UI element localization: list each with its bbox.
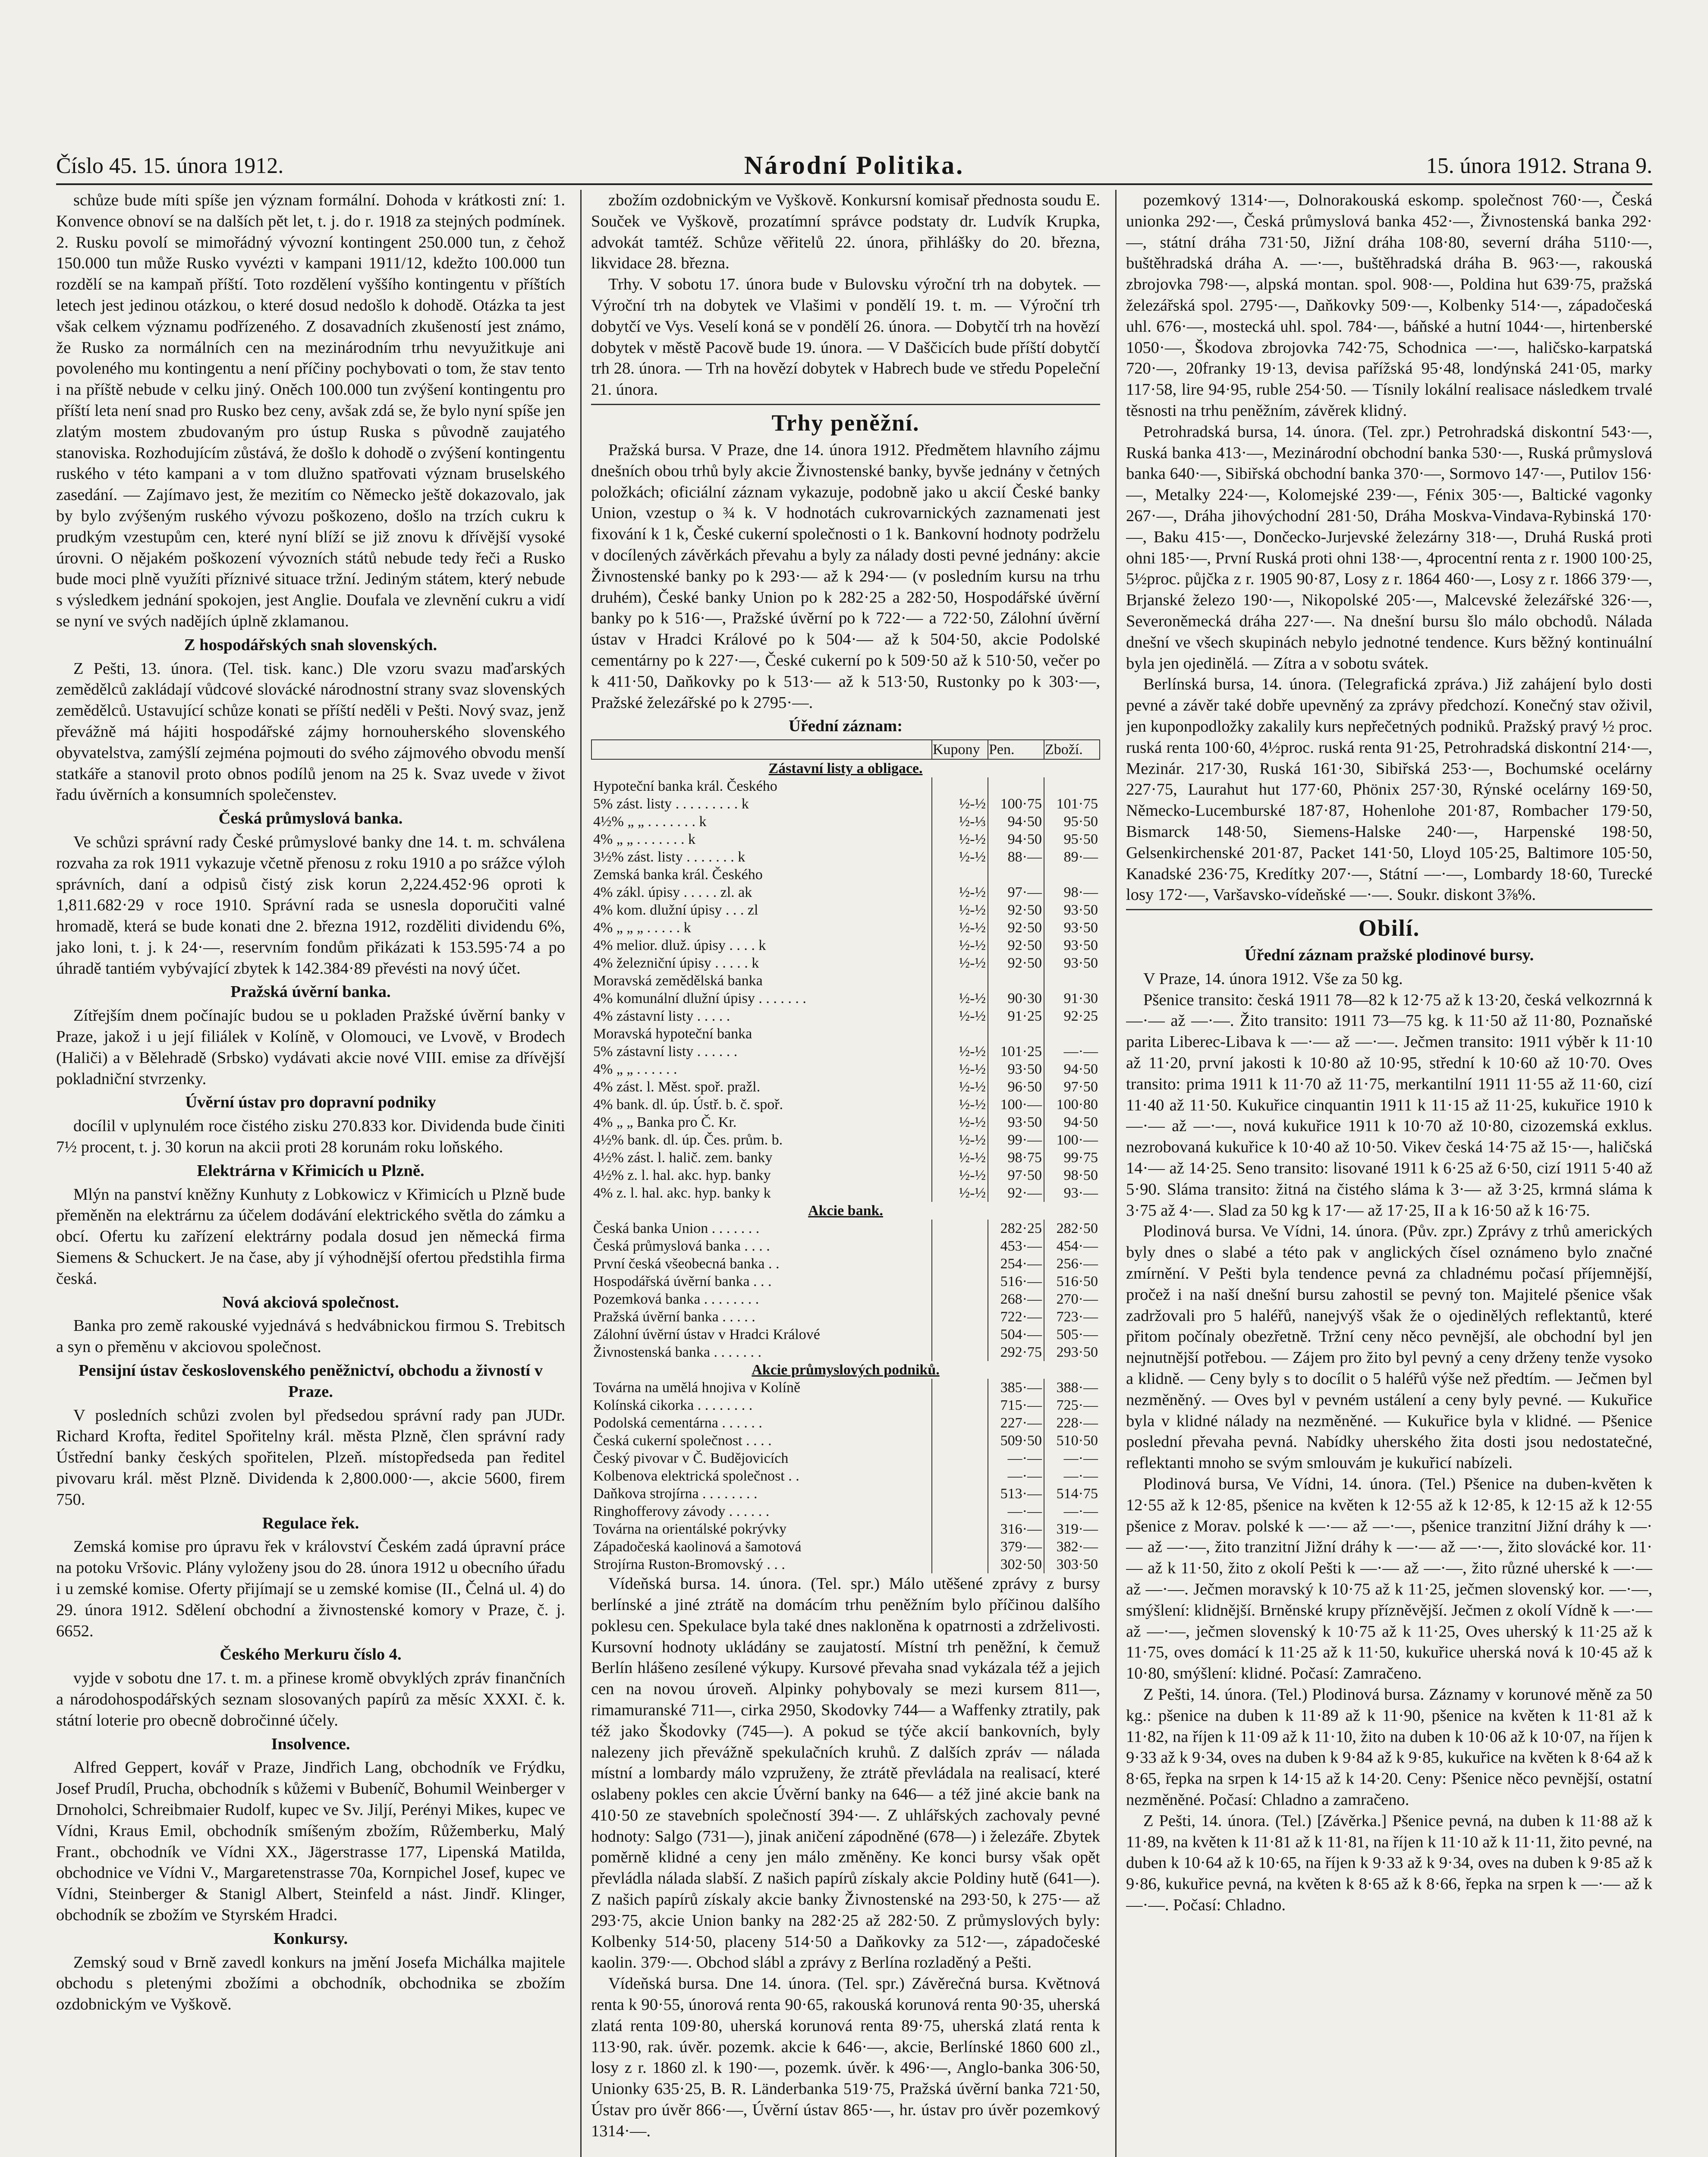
table-cell: 715·— bbox=[988, 1396, 1044, 1414]
table-cell: 92·50 bbox=[988, 901, 1044, 919]
article-heading: Pražská úvěrní banka. bbox=[230, 983, 391, 1001]
table-cell: 100·80 bbox=[1044, 1096, 1100, 1113]
article-text: Berlínská bursa, 14. února. (Telegrafická zpráva.) Již zahájení bylo dosti pevné a závěr také dobře upevněný za zprávy předchozí. Konečný stav oživil, jen kuponpodložky zakalily kurs nepřečetných podniků. Pražský pravý ½ proc. ruská renta 100·60, 4½proc. ruská renta 91·25, Petrohradská diskontní 214·—, Mezinár. 217·30, Ruská 161·30, Sibiřská 253·—, Bochumské ocelárny 227·75, Laurahut hut 177·60, Phönix 257·30, Rýnské ocelárny 169·50, Německo-Lucemburské 187·87, Hohenlohe 201·87, Rombacher 179·50, Bismarck 148·50, Siemens-Halske 240·—, Harpenské 198·50, Gelsenkirchenské 201·87, Packet 141·50, Lloyd 105·25, Baltimore 105·50, Kanadské 236·75, Kredítky 207·—, Státní —·—, Lombardy 18·60, Turecké losy 172·—, Varšavsko-vídeňské —·—. Soukr. diskont 3⅞%. bbox=[1126, 675, 1652, 904]
table-cell: 454·— bbox=[1044, 1237, 1100, 1255]
table-cell: ½-½ bbox=[932, 1096, 988, 1113]
table-cell: 509·50 bbox=[988, 1432, 1044, 1450]
table-cell: Kolínská cikorka . . . . . . . . bbox=[593, 1397, 753, 1414]
table-cell bbox=[932, 1485, 988, 1503]
table-row bbox=[591, 1237, 1100, 1255]
table-cell bbox=[932, 1503, 988, 1520]
table-cell: Kolbenova elektrická společnost . . bbox=[593, 1468, 799, 1484]
table-row bbox=[591, 1520, 1100, 1538]
table-cell bbox=[932, 1025, 988, 1043]
article-text: Pražská bursa. V Praze, dne 14. února 1912. Předmětem hlavního zájmu dnešních obou trhů byly akcie Živnostenské banky, byvše jednány v četných položkách; oficiální záznam vykazuje, podobně jako u akcií České banky Union, vzestup o ¾ k. V hodnotách cukrovarnických zaznamenati jest fixování k 1 k, České cukerní společnosti o 1 k. Bankovní hodnoty podrželu v docílených závěrkách převahu a byly za nálady dosti pevné jednány: akcie Živnostenské banky po k 293·— až k 294·— (v posledním kursu na trhu druhém), České banky Union po k 282·25 a 282·50, Hospodářské úvěrní banky po k 516·—, Pražské úvěrní po k 722·— a 722·50, Zálohní úvěrní ústav v Hradci Králové po k 504·— až k 504·50, akcie Podolské cementárny po k 227·—, České cukerní po k 509·50 až k 510·50, večer po k 411·50, Daňkovky po k 513·— až k 513·50, Rustonky po k 303·—, Pražské železářské po k 2795·—. bbox=[591, 440, 1100, 712]
table-cell: 92·— bbox=[988, 1184, 1044, 1202]
table-cell: —·— bbox=[988, 1450, 1044, 1467]
article-heading: Česká průmyslová banka. bbox=[218, 809, 403, 828]
table-cell bbox=[988, 972, 1044, 990]
table-cell bbox=[932, 1379, 988, 1396]
table-cell: 4% melior. dluž. úpisy . . . . k bbox=[593, 937, 766, 954]
table-cell: 97·50 bbox=[1044, 1078, 1100, 1096]
table-section-heading bbox=[591, 759, 1100, 777]
table-cell: 4½% zást. l. halič. zem. banky bbox=[593, 1150, 773, 1166]
section-label: Akcie průmyslových podniků. bbox=[752, 1362, 940, 1378]
article-text: Z Pešti, 14. února. (Tel.) [Závěrka.] Pšenice pevná, na duben k 11·88 až k 11·89, na květen k 11·81 až k 11·81, na říjen k 11·10 až k 11·11, žito pevné, na duben k 10·64 až k 10·65, na říjen k 9·33 až k 9·34, oves na duben k 9·85 až k 9·86, kukuřice pevná, na květen k 8·65 až k 8·66, řepka na srpen k —·— až k —·—. Počasí: Chladno. bbox=[1126, 1811, 1652, 1914]
table-cell: 270·— bbox=[1044, 1290, 1100, 1308]
section-divider bbox=[1126, 909, 1652, 910]
table-cell: ½-½ bbox=[932, 919, 988, 937]
table-cell: Moravská zemědělská banka bbox=[593, 973, 763, 989]
table-cell bbox=[1044, 866, 1100, 884]
table-cell: 4% zást. l. Měst. spoř. pražl. bbox=[593, 1079, 761, 1095]
table-cell bbox=[932, 1290, 988, 1308]
table-cell: 5% zást. listy . . . . . . . . . k bbox=[593, 796, 749, 812]
table-cell: 722·— bbox=[988, 1308, 1044, 1326]
table-cell: Pražská úvěrní banka . . . . . bbox=[593, 1309, 755, 1325]
table-cell: 5% zástavní listy . . . . . . bbox=[593, 1044, 738, 1060]
table-row bbox=[591, 1396, 1100, 1414]
table-cell: Zálohní úvěrní ústav v Hradci Králové bbox=[593, 1327, 820, 1343]
article-heading: Konkursy. bbox=[273, 1929, 348, 1948]
table-cell bbox=[932, 1556, 988, 1573]
article-heading: Českého Merkuru číslo 4. bbox=[220, 1645, 402, 1664]
table-cell: ½-½ bbox=[932, 990, 988, 1007]
table-cell: 97·50 bbox=[988, 1167, 1044, 1184]
table-cell: 92·50 bbox=[988, 919, 1044, 937]
table-cell: První česká všeobecná banka . . bbox=[593, 1256, 780, 1272]
table-cell: ½-½ bbox=[932, 884, 988, 901]
table-cell bbox=[932, 777, 988, 795]
table-cell: 453·— bbox=[988, 1237, 1044, 1255]
article-text: schůze bude míti spíše jen význam formální. Dohoda v krátkosti zní: 1. Konvence obnoví se na dalších pět let, t. j. do r. 1918 za stejných podmínek. 2. Rusku povolí se mimořádný vývozní kontingent 250.000 tun, z čehož 150.000 tun může Rusko vyvézti v kampani 1911/12, kdežto 100.000 tun rozdělí se na kampaň příští. Toto rozdělení vyššího kontingentu v příštích letech jest jedinou otázkou, o které dosud nedošlo k dohodě. Otázka ta jest však celkem významu podřízeného. Z dosavadních zkušeností jest známo, že Rusko za normálních cen na mezinárodním trhu nevyužitkuje ani povoleného mu kontingentu a není příčiny pochybovati o tom, že stav tento i na příště nebude v celku jiný. Oněch 100.000 tun zvýšení kontingentu pro příští leta není snad pro Rusko bez ceny, avšak zdá se, že bylo nyní spíše jen zlatým mostem zbudovaným pro ústup Ruska s původně zaujatého stanoviska. Rozhodujícím zůstává, že došlo k dohodě o zvýšení kontingentu ruského v této kampani a v tom dlužno spatřovati význam bruselského zasedání. — Zajímavo jest, že mezitím co Německo ještě dokazovalo, jak by bylo zvýšeným ruského vývozu poškozeno, došlo na trzích cukru k prudkým vzestupům cen, které nyní blíží se již znovu k dřívější vysoké úrovni. O nějakém poškození vývozních států nebude tedy řeči a Rusko bude moci plně využíti příznivé situace tržní. Jediným státem, který nebude s výsledkem jednání spokojen, jest Anglie. Doufala ve zlevnění cukru a vidí se nyní ve svých nadějích úplně zklamanou. bbox=[56, 191, 565, 630]
table-cell: 302·50 bbox=[988, 1556, 1044, 1573]
table-cell: 382·— bbox=[1044, 1538, 1100, 1556]
table-cell: 92·50 bbox=[988, 954, 1044, 972]
table-cell bbox=[1044, 972, 1100, 990]
table-cell: Česká cukerní společnost . . . . bbox=[593, 1433, 772, 1449]
table-cell: 98·— bbox=[1044, 884, 1100, 901]
table-cell: 101·75 bbox=[1044, 795, 1100, 813]
column-rule bbox=[580, 190, 582, 2157]
article-text: V Praze, 14. února 1912. Vše za 50 kg. bbox=[1143, 969, 1403, 988]
table-cell: 4% „ „ . . . . . . . k bbox=[593, 831, 696, 848]
table-row bbox=[591, 1113, 1100, 1131]
table-cell: 93·50 bbox=[988, 1113, 1044, 1131]
table-cell: 95·50 bbox=[1044, 813, 1100, 830]
table-cell: 95·50 bbox=[1044, 830, 1100, 848]
table-cell: ½-½ bbox=[932, 1184, 988, 1202]
table-row bbox=[591, 1255, 1100, 1273]
table-cell: 100·— bbox=[1044, 1131, 1100, 1149]
article-heading: Z hospodářských snah slovenských. bbox=[184, 635, 437, 654]
table-cell: 303·50 bbox=[1044, 1556, 1100, 1573]
table-row bbox=[591, 795, 1100, 813]
table-cell: 505·— bbox=[1044, 1326, 1100, 1343]
table-cell: 94·50 bbox=[1044, 1113, 1100, 1131]
column-3 bbox=[1126, 190, 1652, 2157]
table-cell: 100·75 bbox=[988, 795, 1044, 813]
table-cell: Živnostenská banka . . . . . . . bbox=[593, 1344, 761, 1361]
table-row bbox=[591, 1096, 1100, 1113]
table-cell: 228·— bbox=[1044, 1414, 1100, 1432]
column-header: Pen. bbox=[988, 740, 1044, 759]
table-cell: 97·— bbox=[988, 884, 1044, 901]
table-cell bbox=[932, 972, 988, 990]
article-text: Vídeňská bursa. 14. února. (Tel. spr.) Málo utěšené zprávy z bursy berlínské a jiné ztrátě na domácím trhu peněžním bylo příčinou dalšího poklesu cen. Spekulace byla také dnes nakloněna k opatrnosti a zdrželivosti. Kursovní hodnoty ukládány se zaujatostí. Místní trh peněžní, k čemuž Berlín hlášeno zesílené výkupy. Kursové převaha snad vykázala též a jejich cen na novou úroveň. Alpinky pohybovaly se mezi kursem 811—, rimamuranské 711—, cirka 2950, Skodovky 744— a Waffenky ztratily, pak též jako Škodovky (745—). A pokud se týče akcií bankovních, byly nalezeny jich převážně spekulačních kruhů. Z dalších zpráv — nálada místní a lombardy málo vzpruženy, že ztrátě převládala na realisací, které oslabeny pokles cen akcie Úvěrní banky na 646— a též jiné akcie bank na 410·50 ze stavebních společností 394·—. Z uhlářských zachovaly pevné hodnoty: Salgo (731—), jinak aničení zápodněné (678—) i železáře. Zbytek poměrně klidné a ceny jen málo změněny. Ke konci bursy však opět převládla nálada slabší. Z našich papírů získaly akcie Poldiny hutě (641—). Z našich papírů získaly akcie banky Živnostenské na 293·50, k 275·— až 293·75, akcie Union banky na 282·25 až 282·50. Z průmyslových byly: Kolbenky 514·50, placeny 514·50 a Daňkovky za 512·—, západočeské kaolin. 379·—. Obchod slábl a zprávy z Berlína rozladěný a Pešti. bbox=[591, 1575, 1100, 1972]
article-text: zbožím ozdobnickým ve Vyškově. Konkursní komisař přednosta soudu E. Souček ve Vyškově, prozatímní správce podstaty dr. Ludvík Krupka, advokát tamtéž. Schůze věřitelů 22. února, přihlášky do 20. března, likvidace 28. března. bbox=[591, 191, 1100, 273]
table-row bbox=[591, 919, 1100, 937]
table-cell: 504·— bbox=[988, 1326, 1044, 1343]
table-row bbox=[591, 1432, 1100, 1450]
table-cell: ½-½ bbox=[932, 1167, 988, 1184]
article-text: vyjde v sobotu dne 17. t. m. a přinese kromě obvyklých zpráv finančních a národohospodářských seznam slosovaných papírů za měsíc XXXI. č. k. státní loterie pro obecně dobročinné účely. bbox=[56, 1669, 565, 1729]
article-text: Petrohradská bursa, 14. února. (Tel. zpr.) Petrohradská diskontní 543·—, Ruská banka 413·—, Mezinárodní obchodní banka 530·—, Ruská průmyslová banka 640·—, Sibiřská obchodní banka 370·—, Sormovo 147·—, Putilov 156·—, Metalky 224·—, Kolomejské 239·—, Fénix 305·—, Baltické vagonky 267·—, Dráha jihovýchodní 281·50, Dráha Moskva-Vindava-Rybinská 170·—, Baku 415·—, Dončecko-Jurjevské železárny 318·—, Druhá Ruská proti ohni 185·—, První Ruská proti ohni 138·—, 4procentní renta z r. 1900 100·25, 5½proc. půjčka z r. 1905 90·87, Losy z r. 1864 460·—, Losy z r. 1866 379·—, Brjanské železo 190·—, Nikopolské 205·—, Malcevské železářské 326·—, Severoněmecká dráha 227·—. Na dnešní bursu šlo málo obchodů. Nálada dnešní ve všech skupinách nebylo jednotné tendence. Kurs běžný kontinuální byla jen ojedinělá. — Zítra a v sobotu svátek. bbox=[1126, 422, 1652, 673]
section-heading: Trhy peněžní. bbox=[771, 409, 920, 436]
table-cell: Západočeská kaolinová a šamotová bbox=[593, 1539, 802, 1555]
table-cell: 4% „ „ . . . . . . bbox=[593, 1061, 677, 1078]
table-cell: 90·30 bbox=[988, 990, 1044, 1007]
article-text: Trhy. V sobotu 17. února bude v Bulovsku výroční trh na dobytek. — Výroční trh na dobytek ve Vlašimi v pondělí 19. t. m. — Výroční trh dobytčí ve Vys. Veselí koná se v pondělí 26. února. — Dobytčí trh na hovězí dobytek v městě Pacově bude 19. února. — V Daščicích bude příští dobytčí trh 28. února. — Trh na hovězí dobytek v Habrech bude ve středu Popeleční 21. února. bbox=[591, 275, 1100, 399]
table-row bbox=[591, 1007, 1100, 1025]
table-cell: 319·— bbox=[1044, 1520, 1100, 1538]
table-cell: ½-½ bbox=[932, 1043, 988, 1060]
table-title: Úřední záznam: bbox=[788, 717, 903, 736]
article-text: Pšenice transito: česká 1911 78—82 k 12·75 až k 13·20, česká velkozrnná k —·— až —·—. Žito transito: 1911 73—75 kg. k 11·50 až 11·80, Poznaňské parita Liberec-Libava k —·— až —·—. Ječmen transito: 1911 výběr k 11·10 až 11·20, první jakosti k 10·80 až 10·95, střední k 10·60 až 10·70. Oves transito: prima 1911 k 11·70 až 11·75, merkantilní 1911 11·55 až 11·60, cizí 11·40 až 11·50. Kukuřice cinquantin 1911 k 11·15 až 11·25, kukuřice 1910 k —·— až —·—, nová kukuřice 1911 k 10·70 až 10·80, cizozemská exklus. nezrobovaná kukuřice k 10·40 až 10·50. Vikev česká 14·75 až 15·—, haličská 14·— až 14·25. Seno transito: lisované 1911 k 6·25 až 6·50, cizí 1911 5·40 až 5·90. Sláma transito: žitná na čistého sláma k 3·— až 3·25, krmná sláma k 3·75 až 4·—. Slad za 50 kg k 17·— až 17·25, II a k 16·50 až k 16·75. bbox=[1126, 990, 1652, 1220]
table-cell: 93·50 bbox=[1044, 901, 1100, 919]
table-row bbox=[591, 1220, 1100, 1237]
table-cell: 513·— bbox=[988, 1485, 1044, 1503]
table-cell: —·— bbox=[1044, 1043, 1100, 1060]
table-cell: Zemská banka král. Českého bbox=[593, 867, 763, 883]
table-cell: 101·25 bbox=[988, 1043, 1044, 1060]
table-row bbox=[591, 1538, 1100, 1556]
table-row bbox=[591, 1167, 1100, 1184]
article-text: Ve schůzi správní rady České průmyslové banky dne 14. t. m. schválena rozvaha za rok 1911 vykazuje včetně přenosu z roku 1910 a po srážce výloh správních, daní a odpisů čistý zisk korun 2,224.452·96 oproti k 1,811.682·29 v roce 1910. Správní rada se usnesla doporučiti valné hromadě, která se bude konati dne 2. března 1912, rozděliti dividendu 6%, jako loni, t. j. k 24·—, reservním fondům přikázati k 153.595·74 a po úhradě tantiém vybývající zbytek k 142.384·89 převésti na nový účet. bbox=[56, 833, 565, 978]
table-cell: ½-½ bbox=[932, 1113, 988, 1131]
table-cell: 88·— bbox=[988, 848, 1044, 866]
table-cell: 91·25 bbox=[988, 1007, 1044, 1025]
table-cell: 514·75 bbox=[1044, 1485, 1100, 1503]
table-cell: 4% „ „ Banka pro Č. Kr. bbox=[593, 1114, 737, 1131]
article-heading: Úřední záznam pražské plodinové bursy. bbox=[1244, 946, 1534, 965]
table-row bbox=[591, 1467, 1100, 1485]
section-label: Zástavní listy a obligace. bbox=[768, 761, 923, 777]
table-cell bbox=[932, 1220, 988, 1237]
table-cell: 4% zákl. úpisy . . . . . zl. ak bbox=[593, 884, 752, 901]
table-cell: 89·— bbox=[1044, 848, 1100, 866]
article-heading: Regulace řek. bbox=[262, 1514, 359, 1532]
article-text: Vídeňská bursa. Dne 14. února. (Tel. spr.) Závěrečná bursa. Květnová renta k 90·55, únorová renta 90·65, rakouská korunová renta 90·35, uherská zlatá renta 109·80, uherská korunová renta 89·75, uherská zlatá renta k 113·90, rak. úvěr. pozemk. akcie k 646·—, akcie, Berlínské 1860 600 zl., losy z r. 1860 zl. k 190·—, pozemk. úvěr. k 496·—, Anglo-banka 306·50, Unionky 635·25, B. R. Länderbanka 519·75, Pražská úvěrní banka 721·50, Ústav pro úvěr 866·—, Úvěrní ústav 865·—, hr. ústav pro úvěr pozemkový 1314·—. bbox=[591, 1975, 1100, 2140]
table-cell bbox=[932, 866, 988, 884]
table-cell: —·— bbox=[988, 1503, 1044, 1520]
table-cell: ½-½ bbox=[932, 795, 988, 813]
table-cell: Ringhofferovy závody . . . . . . bbox=[593, 1503, 770, 1520]
table-cell: 4% zástavní listy . . . . . bbox=[593, 1008, 730, 1025]
table-cell: 379·— bbox=[988, 1538, 1044, 1556]
table-cell: 4% komunální dlužní úpisy . . . . . . . bbox=[593, 990, 806, 1007]
issue-number: Číslo 45. 15. února 1912. bbox=[56, 154, 284, 178]
table-row bbox=[591, 1131, 1100, 1149]
column-1 bbox=[56, 190, 565, 2157]
table-cell: ½-½ bbox=[932, 830, 988, 848]
table-row bbox=[591, 830, 1100, 848]
table-cell: —·— bbox=[1044, 1467, 1100, 1485]
table-cell: 98·75 bbox=[988, 1149, 1044, 1167]
table-cell: 100·— bbox=[988, 1096, 1044, 1113]
table-row bbox=[591, 1379, 1100, 1396]
table-row bbox=[591, 1184, 1100, 1202]
table-cell: 723·— bbox=[1044, 1308, 1100, 1326]
table-cell: 725·— bbox=[1044, 1396, 1100, 1414]
article-text: docílil v uplynulém roce čistého zisku 270.833 kor. Dividenda bude činiti 7½ procent, t. j. 30 korun na akcii proti 28 korunám roku loňského. bbox=[56, 1117, 565, 1157]
article-text: Alfred Geppert, kovář v Praze, Jindřich Lang, obchodník ve Frýdku, Josef Prudíl, Prucha, obchodník s kůžemi v Bubeníč, Bohumil Weinberger v Drnoholci, Schreibmaier Rudolf, kupec ve Sv. Jiljí, Perényi Mikes, kupec ve Vídni, Kraus Emil, obchodník smíšeným zbožím, Růžemberku, Malý Frant., obchodník ve Vídni XX., Jägerstrasse 177, Lipenská Matilda, obchodnice ve Vídni V., Margaretenstrasse 70a, Kornpichel Josef, kupec ve Vídni, Steinberger & Stanigl Albert, Steinfeld a nást. Jindř. Klinger, obchodník se zbožím ve Styrském Hradci. bbox=[56, 1758, 565, 1924]
column-header: Zboží. bbox=[1044, 740, 1100, 759]
table-cell: 94·50 bbox=[1044, 1060, 1100, 1078]
table-cell bbox=[932, 1467, 988, 1485]
table-cell: 93·50 bbox=[1044, 954, 1100, 972]
table-cell bbox=[932, 1255, 988, 1273]
table-cell: 99·75 bbox=[1044, 1149, 1100, 1167]
article-text: Mlýn na panství kněžny Kunhuty z Lobkowicz v Křimicích u Plzně bude přeměněn na elektrárnu za účelem dodávání elektrického světla do zámku a obcí. Ofertu ku zařízení elektrárny podala dosud jen německá firma Siemens & Schuckert. Je na čase, aby jí výhodnější ofertou předstihla firma česká. bbox=[56, 1185, 565, 1288]
table-cell: 92·25 bbox=[1044, 1007, 1100, 1025]
table-cell: 4% železniční úpisy . . . . . k bbox=[593, 955, 759, 972]
table-row bbox=[591, 813, 1100, 830]
table-row bbox=[591, 777, 1100, 795]
table-row bbox=[591, 1308, 1100, 1326]
table-row bbox=[591, 1025, 1100, 1043]
table-cell: Pozemková banka . . . . . . . . bbox=[593, 1291, 759, 1308]
table-row bbox=[591, 1556, 1100, 1573]
article-text: Zemský soud v Brně zavedl konkurs na jmění Josefa Michálka majitele obchodu s pletenými zbožími a obchodník, obchodnika se zbožím ozdobnickým ve Vyškově. bbox=[56, 1953, 565, 2014]
table-cell: 4% z. l. hal. akc. hyp. banky k bbox=[593, 1185, 771, 1201]
table-row bbox=[591, 1503, 1100, 1520]
table-cell: 388·— bbox=[1044, 1379, 1100, 1396]
table-cell: —·— bbox=[1044, 1450, 1100, 1467]
table-cell bbox=[1044, 1025, 1100, 1043]
newspaper-title: Národní Politika. bbox=[744, 151, 965, 179]
table-cell: 91·30 bbox=[1044, 990, 1100, 1007]
table-cell: 293·50 bbox=[1044, 1343, 1100, 1361]
table-cell: 93·— bbox=[1044, 1184, 1100, 1202]
table-cell: Daňkova strojírna . . . . . . . . bbox=[593, 1486, 758, 1502]
table-cell: 510·50 bbox=[1044, 1432, 1100, 1450]
table-cell: 4% kom. dlužní úpisy . . . zl bbox=[593, 902, 758, 918]
table-cell: Hospodářská úvěrní banka . . . bbox=[593, 1273, 772, 1290]
table-cell: Český pivovar v Č. Budějovicích bbox=[593, 1450, 789, 1467]
table-row bbox=[591, 972, 1100, 990]
table-cell bbox=[988, 866, 1044, 884]
table-cell: Strojírna Ruston-Bromovský . . . bbox=[593, 1556, 785, 1573]
section-divider bbox=[591, 404, 1100, 405]
table-row bbox=[591, 1078, 1100, 1096]
page-number: 15. února 1912. Strana 9. bbox=[1426, 154, 1652, 178]
table-cell: 316·— bbox=[988, 1520, 1044, 1538]
table-cell: 92·50 bbox=[988, 937, 1044, 954]
stock-quote-table bbox=[591, 739, 1100, 1573]
table-cell: 282·25 bbox=[988, 1220, 1044, 1237]
section-label: Akcie bank. bbox=[808, 1203, 883, 1219]
table-cell: 516·50 bbox=[1044, 1273, 1100, 1290]
table-row bbox=[591, 990, 1100, 1007]
table-cell: Česká průmyslová banka . . . . bbox=[593, 1238, 770, 1255]
table-cell: —·— bbox=[988, 1467, 1044, 1485]
table-cell bbox=[932, 1450, 988, 1467]
table-cell: 99·— bbox=[988, 1131, 1044, 1149]
table-cell bbox=[1044, 777, 1100, 795]
article-text: Z Pešti, 14. února. (Tel.) Plodinová bursa. Záznamy v korunové měně za 50 kg.: pšenice na duben k 11·89 až k 11·90, pšenice na květen k 11·81 až k 11·82, na říjen k 11·09 až k 11·10, žito na duben k 10·06 až k 10·07, na říjen k 9·33 až k 9·34, oves na duben k 9·84 až k 9·85, kukuřice na květen k 8·64 až k 8·65, řepka na srpen k 14·15 až k 14·20. Ceny: Pšenice něco pevnější, ostatní nezměněné. Počasí: Chladno a zamračeno. bbox=[1126, 1685, 1652, 1809]
table-row bbox=[591, 1273, 1100, 1290]
table-cell: 227·— bbox=[988, 1414, 1044, 1432]
table-row bbox=[591, 901, 1100, 919]
table-row bbox=[591, 937, 1100, 954]
table-row bbox=[591, 1290, 1100, 1308]
table-cell: 3½% zást. listy . . . . . . . k bbox=[593, 849, 745, 865]
table-section-heading bbox=[591, 1202, 1100, 1220]
table-cell: ½-½ bbox=[932, 954, 988, 972]
table-cell bbox=[932, 1414, 988, 1432]
table-cell: 256·— bbox=[1044, 1255, 1100, 1273]
table-row bbox=[591, 1343, 1100, 1361]
table-cell bbox=[932, 1432, 988, 1450]
article-heading: Úvěrní ústav pro dopravní podniky bbox=[185, 1093, 436, 1112]
column-header: Kupony bbox=[932, 740, 988, 759]
article-text: Z Pešti, 13. února. (Tel. tisk. kanc.) Dle vzoru svazu maďarských zemědělců zakládají vůdcové slovácké národnostní strany svaz slovenských zemědělců. Ustavující schůze konati se příští neděli v Pešti. Nový svaz, jenž převážně má hájiti hospodářské zájmy hornouherského slovenského obyvatelstva, zamýšlí zejména pojmouti do svého zájmového obvodu menší statkáře a stanovil proto obnos podílů jenom na 25 k. Svaz uvede v život řadu úvěrních a konsumních společenstev. bbox=[56, 659, 565, 804]
article-heading: Elektrárna v Křimicích u Plzně. bbox=[197, 1161, 425, 1180]
table-cell bbox=[932, 1326, 988, 1343]
table-row bbox=[591, 884, 1100, 901]
table-cell: Podolská cementárna . . . . . . bbox=[593, 1415, 762, 1431]
table-row bbox=[591, 1326, 1100, 1343]
column-2 bbox=[591, 190, 1100, 2157]
table-cell: ½-⅓ bbox=[932, 813, 988, 830]
table-cell: 94·50 bbox=[988, 813, 1044, 830]
article-heading: Insolvence. bbox=[271, 1735, 350, 1753]
table-cell bbox=[932, 1308, 988, 1326]
table-cell: Továrna na orientálské pokrývky bbox=[593, 1521, 786, 1538]
table-row bbox=[591, 1485, 1100, 1503]
table-cell: ½-½ bbox=[932, 901, 988, 919]
article-text: Plodinová bursa, Ve Vídni, 14. února. (Tel.) Pšenice na duben-květen k 12·55 až k 12·85, pšenice na květen k 12·55 až k 12·85, k 12·15 až k 12·55 pšenice z Morav. polské k —·— až —·—, pšenice tranzitní Jižní dráhy k —·— až —·—, žito tranzitní Jižní dráhy k —·— až —·—, žito slovácké kor. 11·— až k 11·50, žito z okolí Pešti k —·— až —·—, žito různé uherské k —·— až —·—. Ječmen moravský k 10·75 až k 11·25, ječmen slovenský kor. —·—, smýšlení: klidnější. Brněnské krupy přízněvější. Ječmen z okolí Vídně k —·— až —·—, ječmen slovenský k 10·75 až k 11·25, Oves uherský k 11·25 až k 11·75, oves domácí k 11·25 až k 11·50, kukuřice uherská nová k 10·45 až k 10·80, smýšlení: klidné. Počasí: Zamračeno. bbox=[1126, 1475, 1652, 1683]
article-text: Plodinová bursa. Ve Vídni, 14. února. (Pův. zpr.) Zprávy z trhů amerických byly dnes o slabé a této pak v anglických čísel oznámeno bylo značné zmírnění. V Pešti byla tendence pevná za chladnému počasí příjemnější, pročež i na naší dnešní bursu zahostil se pevný ton. Majitelé pšenice však zadržovali pro 5 haléřů, nanejvýš však že o ojedinělých reflektantů, které přitom počínaly obezřetně. Tržní ceny něco pevnější, ale obchodní byl jen nejnutnější potřebou. — Zájem pro žito byl pevný a ceny drženy tenže vysoko a klidně. — Ceny byly s to docílit o 5 haléřů výše než předtím. — Ječmen byl nezměněný. — Oves byl v pevném ustálení a ceny byly pevné. — Kukuřice byla v klidné nálady na nezměněné. — Kukuřice byla v klidné. — Pšenice poslední převaha pevná. Nabídky uherského žita dosti jsou nedostatečné, reflektanti mnoho se svým smlouvám je kukuřicí nabízeli. bbox=[1126, 1222, 1652, 1472]
table-cell bbox=[932, 1273, 988, 1290]
table-cell bbox=[932, 1343, 988, 1361]
table-cell: ½-½ bbox=[932, 848, 988, 866]
table-cell: 385·— bbox=[988, 1379, 1044, 1396]
article-heading: Pensijní ústav československého peněžnictví, obchodu a živností v Praze. bbox=[79, 1361, 543, 1401]
table-cell: 268·— bbox=[988, 1290, 1044, 1308]
table-row bbox=[591, 1414, 1100, 1432]
table-cell: 254·— bbox=[988, 1255, 1044, 1273]
table-cell: ½-½ bbox=[932, 1078, 988, 1096]
table-body bbox=[591, 759, 1100, 1573]
table-row bbox=[591, 1060, 1100, 1078]
table-cell: 98·50 bbox=[1044, 1167, 1100, 1184]
table-row bbox=[591, 1043, 1100, 1060]
table-row bbox=[591, 866, 1100, 884]
table-cell: ½-½ bbox=[932, 1131, 988, 1149]
article-text: pozemkový 1314·—, Dolnorakouská eskomp. společnost 760·—, Česká unionka 292·—, Česká průmyslová banka 452·—, Živnostenská banka 292·—, státní dráha 731·50, Jižní dráha 108·80, severní dráha 5110·—, buštěhradská dráha A. —·—, buštěhradská dráha B. 963·—, rakouská zbrojovka 798·—, alpská montan. spol. 908·—, Poldina hut 639·75, pražská železářská spol. 2795·—, Daňkovky 509·—, Kolbenky 514·—, západočeská uhl. 676·—, mostecká uhl. spol. 784·—, báňské a hutní 1044·—, hirtenberské 1050·—, Škodova zbrojovka 742·75, Schodnica —·—, haličsko-karpatská 720·—, 20franky 19·13, devisa pařížská 95·48, londýnská 241·05, marky 117·58, lire 94·95, ruble 254·50. — Tísnily lokální realisace následkem trvalé těsnosti na trhu peněžním, závěrek klidný. bbox=[1126, 191, 1652, 420]
table-cell: Česká banka Union . . . . . . . bbox=[593, 1220, 760, 1237]
table-cell: 4% „ „ „ . . . . . k bbox=[593, 920, 691, 936]
table-row bbox=[591, 954, 1100, 972]
table-cell bbox=[932, 1538, 988, 1556]
table-cell: 93·50 bbox=[1044, 919, 1100, 937]
table-cell: 4½% z. l. hal. akc. hyp. banky bbox=[593, 1167, 771, 1184]
table-cell: ½-½ bbox=[932, 1007, 988, 1025]
table-cell bbox=[988, 777, 1044, 795]
table-cell: 94·50 bbox=[988, 830, 1044, 848]
table-row bbox=[591, 1450, 1100, 1467]
table-row bbox=[591, 1149, 1100, 1167]
table-cell: Hypoteční banka král. Českého bbox=[593, 778, 777, 795]
table-cell: Továrna na umělá hnojiva v Kolíně bbox=[593, 1380, 801, 1396]
table-cell bbox=[988, 1025, 1044, 1043]
table-cell: Moravská hypoteční banka bbox=[593, 1026, 752, 1042]
column-header bbox=[591, 740, 932, 759]
table-cell: 93·50 bbox=[1044, 937, 1100, 954]
table-cell: 282·50 bbox=[1044, 1220, 1100, 1237]
table-cell: 4% bank. dl. úp. Ústř. b. č. spoř. bbox=[593, 1097, 783, 1113]
article-text: Zemská komise pro úpravu řek v království Českém zadá úpravní práce na potoku Vršovic. Plány vyloženy jsou do 28. února 1912 u obecního úřadu i u zemské komise. Oferty přijímají se u zemské komise (II., Čelná ul. 4) do 29. února 1912. Sdělení obchodní a živnostenské komory v Praze, č. j. 6652. bbox=[56, 1538, 565, 1640]
article-heading: Nová akciová společnost. bbox=[222, 1293, 399, 1311]
table-cell: 4½% bank. dl. úp. Čes. prům. b. bbox=[593, 1132, 783, 1148]
table-cell: 292·75 bbox=[988, 1343, 1044, 1361]
article-text: Zítřejším dnem počínajíc budou se u pokladen Pražské úvěrní banky v Praze, jakož i u její filiálek v Kolíně, v Olomouci, ve Lvově, v Brodech (Haliči) a v Bělehradě (Srbsko) vydávati akcie nové VIII. emise za dřívější pokladniční stvrzenky. bbox=[56, 1006, 565, 1088]
table-cell: 516·— bbox=[988, 1273, 1044, 1290]
section-heading: Obilí. bbox=[1358, 915, 1420, 941]
table-cell: ½-½ bbox=[932, 937, 988, 954]
table-cell: ½-½ bbox=[932, 1060, 988, 1078]
article-text: Banka pro země rakouské vyjednává s hedvábnickou firmou S. Trebitsch a syn o přeměnu v akciovou společnost. bbox=[56, 1317, 565, 1356]
table-cell: 4½% „ „ . . . . . . . k bbox=[593, 814, 707, 830]
column-rule bbox=[1115, 190, 1117, 2157]
table-cell bbox=[932, 1237, 988, 1255]
table-cell bbox=[932, 1396, 988, 1414]
page-header bbox=[56, 149, 1652, 185]
table-section-heading bbox=[591, 1361, 1100, 1379]
table-cell: 93·50 bbox=[988, 1060, 1044, 1078]
table-cell bbox=[932, 1520, 988, 1538]
article-text: V posledních schůzi zvolen byl předsedou správní rady pan JUDr. Richard Krofta, ředitel Spořitelny král. města Plzně, člen správní rady Ústřední banky českých spořitelen, Plzeň. místopředseda pan ředitel pivovaru král. měst Plzně. Dividenda k 2,800.000·—, akcie 5600, firem 750. bbox=[56, 1406, 565, 1509]
table-cell: ½-½ bbox=[932, 1149, 988, 1167]
table-row bbox=[591, 848, 1100, 866]
table-cell: —·— bbox=[1044, 1503, 1100, 1520]
table-cell: 96·50 bbox=[988, 1078, 1044, 1096]
